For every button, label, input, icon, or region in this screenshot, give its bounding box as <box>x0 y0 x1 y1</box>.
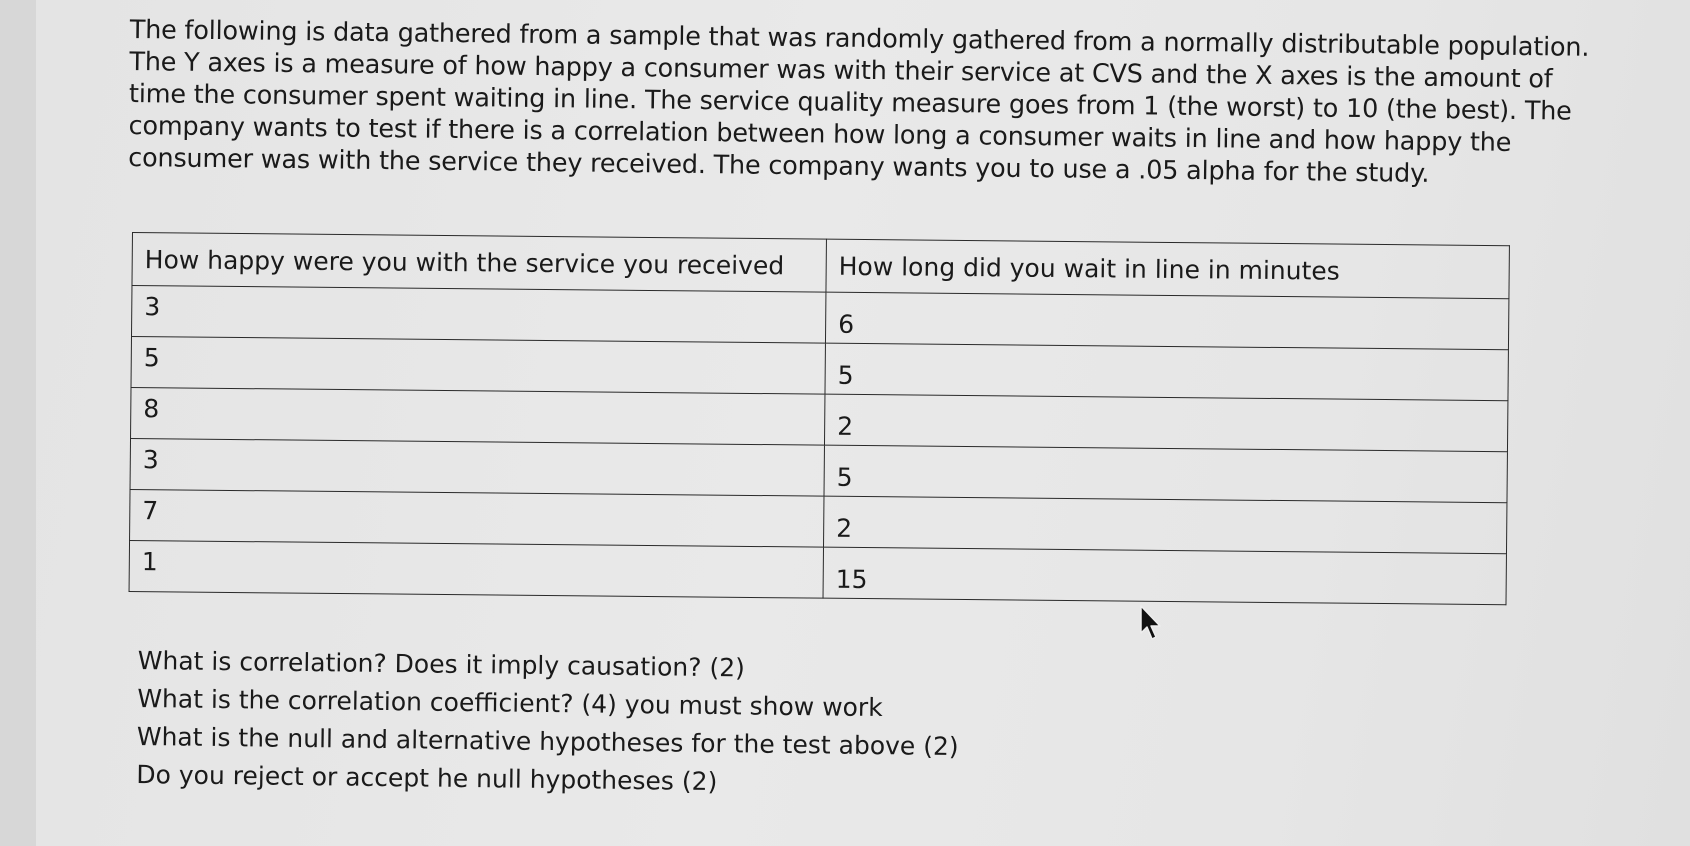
question-reject-accept: Do you reject or accept he null hypotheses (2) <box>136 759 718 797</box>
intro-paragraph: The following is data gathered from a sample that was randomly gathered from a normally distributable population. The Y axes is a measure of how happy a consumer was with their service at CVS and the X axes is the amount of time the consumer spent waiting in line. The service quality measure goes from 1 (the worst) to 10 (the best). The company wants to test if there is a correlation between how long a consumer waits in line and how happy the consumer was with the service they received. The company wants you to use a .05 alpha for the study. <box>128 14 1590 189</box>
page-left-margin <box>0 0 37 846</box>
table-cell-wait-time: 2 <box>824 496 1507 554</box>
table-header-wait-time: How long did you wait in line in minutes <box>826 239 1509 299</box>
table-cell-happiness: 1 <box>129 540 823 598</box>
table-cell-happiness: 5 <box>131 337 825 395</box>
table-header-happiness: How happy were you with the service you received <box>132 233 826 293</box>
table-cell-happiness: 3 <box>131 286 825 344</box>
question-correlation-causation: What is correlation? Does it imply causation? (2) <box>137 645 746 683</box>
document-page <box>36 0 1690 846</box>
table-cell-wait-time: 6 <box>825 292 1508 350</box>
mouse-pointer-icon <box>1139 605 1163 643</box>
table-cell-wait-time: 5 <box>825 343 1508 401</box>
question-hypotheses: What is the null and alternative hypotheses for the test above (2) <box>136 721 959 762</box>
table-cell-happiness: 8 <box>131 387 825 445</box>
table-cell-happiness: 7 <box>130 489 824 547</box>
table-cell-wait-time: 5 <box>824 445 1507 503</box>
question-list <box>136 642 1138 806</box>
table-cell-wait-time: 15 <box>823 547 1506 605</box>
table-cell-happiness: 3 <box>130 438 824 496</box>
table-cell-wait-time: 2 <box>824 394 1507 452</box>
data-table <box>129 232 1510 605</box>
question-correlation-coefficient: What is the correlation coefficient? (4) you must show work <box>137 683 883 723</box>
